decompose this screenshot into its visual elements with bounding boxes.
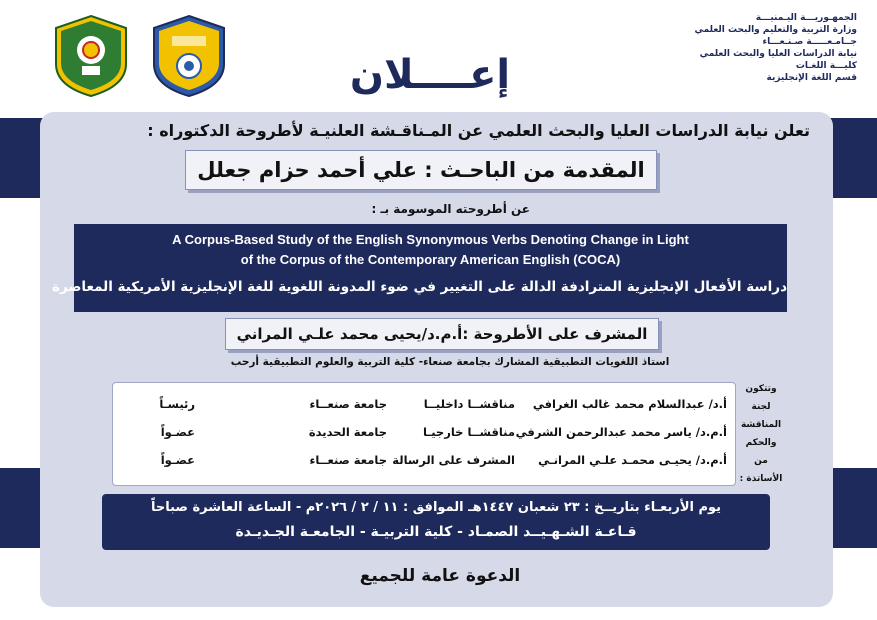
member-name: أ.م.د/ ياسر محمد عبدالرحمن الشرفي (515, 425, 727, 439)
member-name: أ.م.د/ يحيـى محمـد علـي المرانـي (538, 453, 727, 467)
member-role: مناقشــا داخليــا (423, 397, 515, 411)
member-position: عضـواً (160, 425, 195, 439)
gov-line: كليـــة اللغـات (795, 61, 857, 71)
gov-line: الجمهـوريـــة اليـمنيـــة (755, 13, 857, 23)
committee-side-label (736, 380, 786, 488)
member-university: جامعة صنعــاء (309, 397, 387, 411)
side-label-word: المناقشة (740, 420, 782, 430)
thesis-title-box (51, 224, 787, 312)
invitation-text: الدعوة عامة للجميع (359, 566, 521, 586)
gov-line: قسم اللغة الإنجليزية (766, 73, 857, 83)
member-name: أ.د/ عبدالسلام محمد غالب الغرافي (532, 397, 727, 411)
supervisor-title: استاذ اللغويات التطبيقية المشارك بجامعة صنعاء- كلية التربية والعلوم التطبيقية أرحب (230, 356, 670, 368)
thesis-title-en-line1: A Corpus-Based Study of the English Synonymous Verbs Denoting Change in Light (172, 232, 689, 247)
committee-row (113, 453, 735, 477)
member-role: مناقشــا خارجيـا (422, 425, 515, 439)
gov-line: وزارة التربية والتعليم والبحث العلمي (694, 25, 857, 35)
announcement-heading: تعلن نيابة الدراسات العليا والبحث العلمي عن المـناقـشة العلنيـة لأطروحة الدكتوراه : (147, 121, 810, 140)
schedule-venue: قـاعـة الشـهـيــد الصمـاد - كلية التربيـة - الجامعـة الجـديـدة (235, 524, 637, 540)
sanaa-university-logo (52, 14, 130, 98)
announcement-title: إعــــلان (349, 52, 511, 98)
member-position: رئيسـاً (159, 397, 195, 411)
schedule-date: يوم الأربعـاء بتاريــخ : ٢٣ شعبان ١٤٤٧هـ الموافق : ١١ / ٢ / ٢٠٢٦م - الساعة العاشرة صباحاً (150, 500, 722, 515)
supervisor-box: المشرف على الأطروحة :أ.م.د/يحيى محمد علـي المراني (225, 318, 659, 350)
thesis-title-en-line2: of the Corpus of the Contemporary American English (COCA) (240, 252, 621, 267)
committee-table (112, 382, 736, 486)
member-role: المشرف على الرسالة (392, 453, 515, 467)
thesis-title-ar: دراسة الأفعال الإنجليزية المترادفة الدالة على التغيير في ضوء المدونة اللغوية للغة الإنجليزية الأمريكية المعاصرة (51, 279, 787, 295)
side-label-word: لجنة (751, 402, 771, 412)
presenter-box: المقدمة من الباحـث : علي أحمد حزام جعلل (185, 150, 657, 190)
side-label-word: الأساتذة : (739, 474, 783, 484)
side-label-word: وتتكون (745, 384, 777, 394)
member-position: عضـواً (160, 453, 195, 467)
committee-row (113, 397, 735, 421)
member-university: جامعة صنعــاء (309, 453, 387, 467)
government-header (657, 12, 857, 84)
gov-line: جــامـعـــــة صـنـعـــاء (762, 37, 857, 47)
thesis-label: عن أطروحته الموسومة بـ : (371, 202, 530, 216)
committee-row (113, 425, 735, 449)
side-label-word: والحكم (745, 438, 777, 448)
side-label-word: من (754, 456, 768, 466)
gov-line: نيابة الدراسات العليا والبحث العلمي (699, 49, 857, 59)
faculty-of-languages-logo (150, 14, 228, 98)
schedule-box (102, 494, 770, 550)
member-university: جامعة الحديدة (308, 425, 387, 439)
